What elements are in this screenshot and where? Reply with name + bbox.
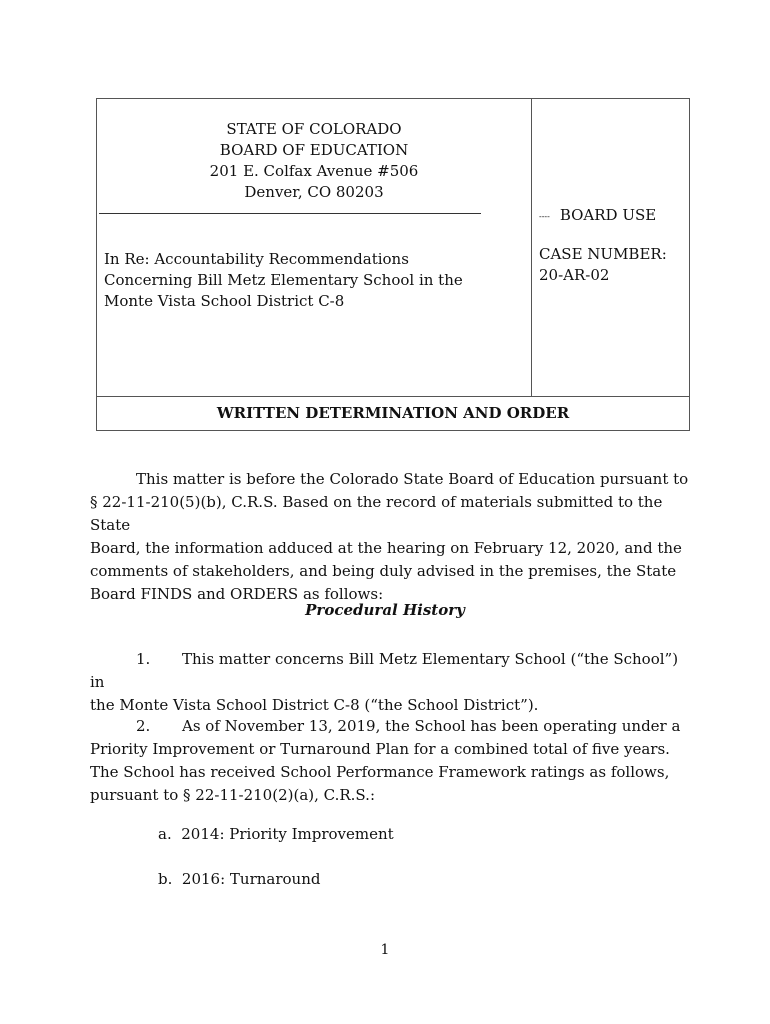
case-number-block [539, 244, 667, 286]
list-text: 2014: Priority Improvement [181, 825, 394, 843]
list-marker: a. [158, 825, 172, 843]
paragraph-1 [90, 648, 690, 717]
case-title-line: In Re: Accountability Recommendations [104, 250, 409, 268]
agency-block [97, 119, 531, 203]
intro-line: This matter is before the Colorado State Board of Education pursuant to [136, 470, 689, 488]
paragraph-number: 1. [136, 650, 151, 668]
intro-line: Board FINDS and ORDERS as follows: [90, 585, 384, 603]
intro-line: Board, the information adduced at the hearing on February 12, 2020, and the [90, 539, 682, 557]
order-title: WRITTEN DETERMINATION AND ORDER [216, 404, 570, 422]
board-use-label [539, 206, 689, 224]
agency-board: BOARD OF EDUCATION [219, 141, 409, 159]
agency-street: 201 E. Colfax Avenue #506 [209, 162, 419, 180]
intro-line: comments of stakeholders, and being duly advised in the premises, the State [90, 562, 677, 580]
board-use-dash: ---- [539, 211, 550, 221]
caption-horizontal-divider [97, 396, 689, 397]
paragraph-line: This matter concerns Bill Metz Elementary School (“the School”) in [90, 650, 679, 691]
list-item [158, 825, 394, 843]
intro-paragraph [90, 468, 690, 606]
board-use-text: BOARD USE [559, 206, 657, 224]
list-item [158, 870, 320, 888]
paragraph-line: Priority Improvement or Turnaround Plan for a combined total of five years. [90, 740, 670, 758]
paragraph-line: The School has received School Performance Framework ratings as follows, [90, 763, 670, 781]
caption-underline [99, 213, 481, 214]
caption-vertical-divider [531, 99, 532, 396]
paragraph-number: 2. [136, 717, 151, 735]
page-number: 1 [380, 942, 390, 958]
case-number-label: CASE NUMBER: [539, 245, 667, 263]
list-marker: b. [158, 870, 173, 888]
paragraph-line: the Monte Vista School District C-8 (“the School District”). [90, 696, 539, 714]
agency-city: Denver, CO 80203 [244, 183, 384, 201]
case-title-line: Concerning Bill Metz Elementary School in the [104, 271, 463, 289]
case-title-line: Monte Vista School District C-8 [104, 292, 345, 310]
case-title [104, 249, 524, 312]
intro-line: § 22-11-210(5)(b), C.R.S. Based on the record of materials submitted to the State [90, 493, 663, 534]
list-text: 2016: Turnaround [181, 870, 321, 888]
section-heading: Procedural History [305, 601, 465, 619]
paragraph-line: pursuant to § 22-11-210(2)(a), C.R.S.: [90, 786, 375, 804]
agency-name: STATE OF COLORADO [226, 120, 402, 138]
case-number-value: 20-AR-02 [539, 266, 610, 284]
case-caption-box [96, 98, 690, 431]
paragraph-2 [90, 715, 690, 807]
paragraph-line: As of November 13, 2019, the School has been operating under a [182, 717, 681, 735]
